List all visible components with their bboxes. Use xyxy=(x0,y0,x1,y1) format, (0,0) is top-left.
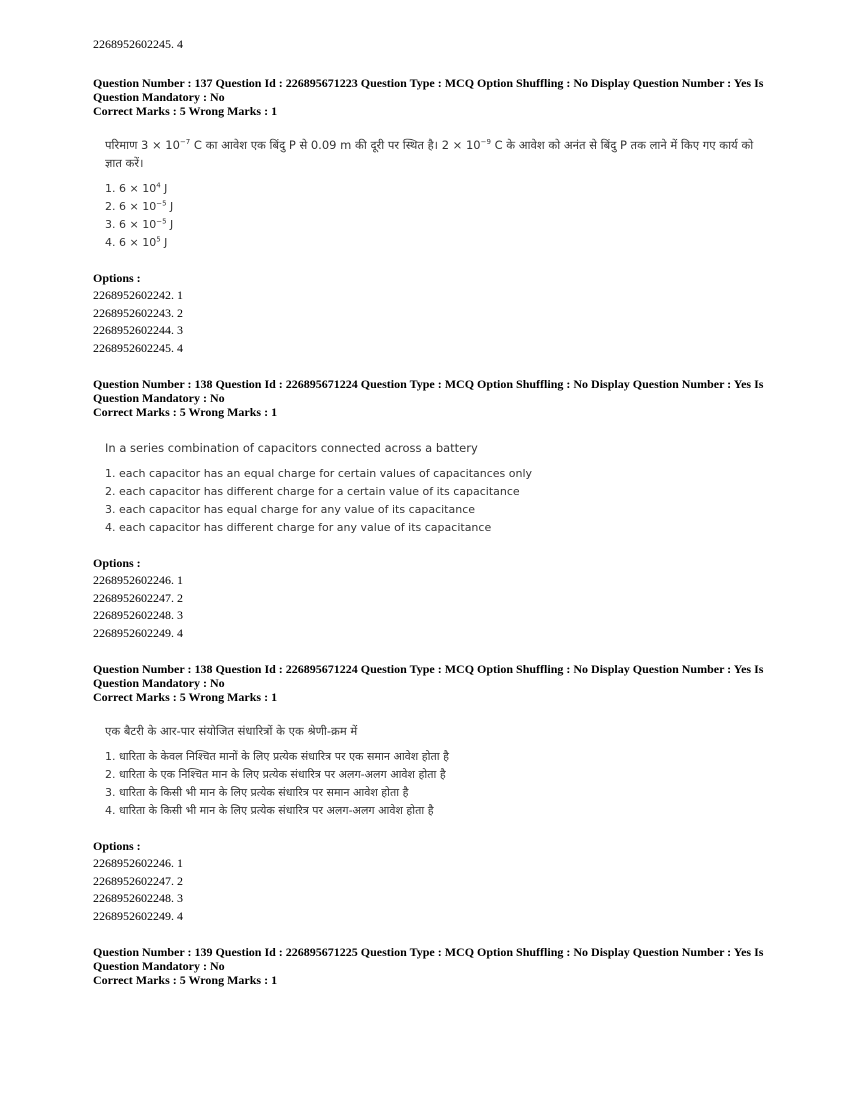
stem-text: परिमाण 3 × 10 xyxy=(105,138,180,152)
option-id: 2268952602249. 4 xyxy=(93,625,183,640)
question-header: Question Number : 138 Question Id : 226895671224 Question Type : MCQ Option Shuffling : No Display Question Number : Yes Is Question Mandatory : No xyxy=(93,377,764,405)
options-label: Options : xyxy=(93,271,141,285)
answer-choice: 3. each capacitor has equal charge for any value of its capacitance xyxy=(105,503,476,516)
answer-choice: 2. each capacitor has different charge for a certain value of its capacitance xyxy=(105,485,520,498)
answer-choice: 4. $6 \times 10^5$ J xyxy=(105,235,168,249)
question-stem: एक बैटरी के आर-पार संयोजित संधारित्रों के एक श्रेणी-क्रम में xyxy=(105,724,358,738)
question-content xyxy=(105,439,773,537)
options-label: Options : xyxy=(93,556,141,570)
question-139-block xyxy=(93,945,773,987)
options-list xyxy=(93,838,773,925)
options-list xyxy=(93,555,773,642)
answer-choice: 3. धारिता के किसी भी मान के लिए प्रत्येक संधारित्र पर समान आवेश होता है xyxy=(105,786,409,799)
question-138-hindi-block xyxy=(93,662,773,925)
question-content xyxy=(105,136,773,252)
option-id: 2268952602246. 1 xyxy=(93,573,183,587)
option-id: 2268952602243. 2 xyxy=(93,305,183,320)
stem-exponent: −7 xyxy=(179,138,191,147)
option-id: 2268952602245. 4 xyxy=(93,340,183,355)
option-id: 2268952602249. 4 xyxy=(93,908,183,923)
stem-exponent: −9 xyxy=(480,138,491,147)
options-list xyxy=(93,270,773,357)
question-138-english-block xyxy=(93,377,773,642)
option-id: 2268952602248. 3 xyxy=(93,891,183,905)
question-marks: Correct Marks : 5 Wrong Marks : 1 xyxy=(93,690,278,704)
question-content xyxy=(105,722,773,820)
answer-choice: 1. धारिता के केवल निश्चित मानों के लिए प्रत्येक संधारित्र पर एक समान आवेश होता है xyxy=(105,750,449,763)
question-paper-page xyxy=(93,37,773,1005)
option-id: 2268952602247. 2 xyxy=(93,873,183,888)
answer-choice: 1. each capacitor has an equal charge for certain values of capacitances only xyxy=(105,467,533,480)
question-marks: Correct Marks : 5 Wrong Marks : 1 xyxy=(93,973,278,987)
question-stem: In a series combination of capacitors connected across a battery xyxy=(105,441,478,455)
question-header: Question Number : 137 Question Id : 226895671223 Question Type : MCQ Option Shuffling : No Display Question Number : Yes Is Question Mandatory : No xyxy=(93,76,764,104)
answer-choice: 3. $6 \times 10^{-5}$ J xyxy=(105,217,174,231)
answer-choice: 4. धारिता के किसी भी मान के लिए प्रत्येक संधारित्र पर अलग-अलग आवेश होता है xyxy=(105,804,434,817)
previous-option-id: 2268952602245. 4 xyxy=(93,37,183,51)
question-header: Question Number : 138 Question Id : 226895671224 Question Type : MCQ Option Shuffling : No Display Question Number : Yes Is Question Mandatory : No xyxy=(93,662,764,690)
answer-choice: 4. each capacitor has different charge for any value of its capacitance xyxy=(105,521,492,534)
option-id: 2268952602242. 1 xyxy=(93,288,183,302)
options-label: Options : xyxy=(93,839,141,853)
question-marks: Correct Marks : 5 Wrong Marks : 1 xyxy=(93,405,278,419)
question-137-block xyxy=(93,76,773,357)
stem-text: C का आवेश एक बिंदु P से 0.09 m की दूरी पर स्थित है। 2 × 10 xyxy=(190,138,481,152)
option-id: 2268952602247. 2 xyxy=(93,590,183,605)
option-id: 2268952602244. 3 xyxy=(93,323,183,337)
answer-choice: 2. धारिता के एक निश्चित मान के लिए प्रत्येक संधारित्र पर अलग-अलग आवेश होता है xyxy=(105,768,446,781)
stem-text: C के आवेश को अनंत से बिंदु P तक लाने में किए गए कार्य को ज्ञात करें। xyxy=(105,138,754,170)
option-id: 2268952602246. 1 xyxy=(93,856,183,870)
answer-choice: 1. $6 \times 10^4$ J xyxy=(105,181,168,195)
question-header: Question Number : 139 Question Id : 226895671225 Question Type : MCQ Option Shuffling : No Display Question Number : Yes Is Question Mandatory : No xyxy=(93,945,764,973)
question-marks: Correct Marks : 5 Wrong Marks : 1 xyxy=(93,104,278,118)
answer-choice: 2. $6 \times 10^{-5}$ J xyxy=(105,199,174,213)
question-stem xyxy=(105,136,773,172)
option-id: 2268952602248. 3 xyxy=(93,608,183,622)
